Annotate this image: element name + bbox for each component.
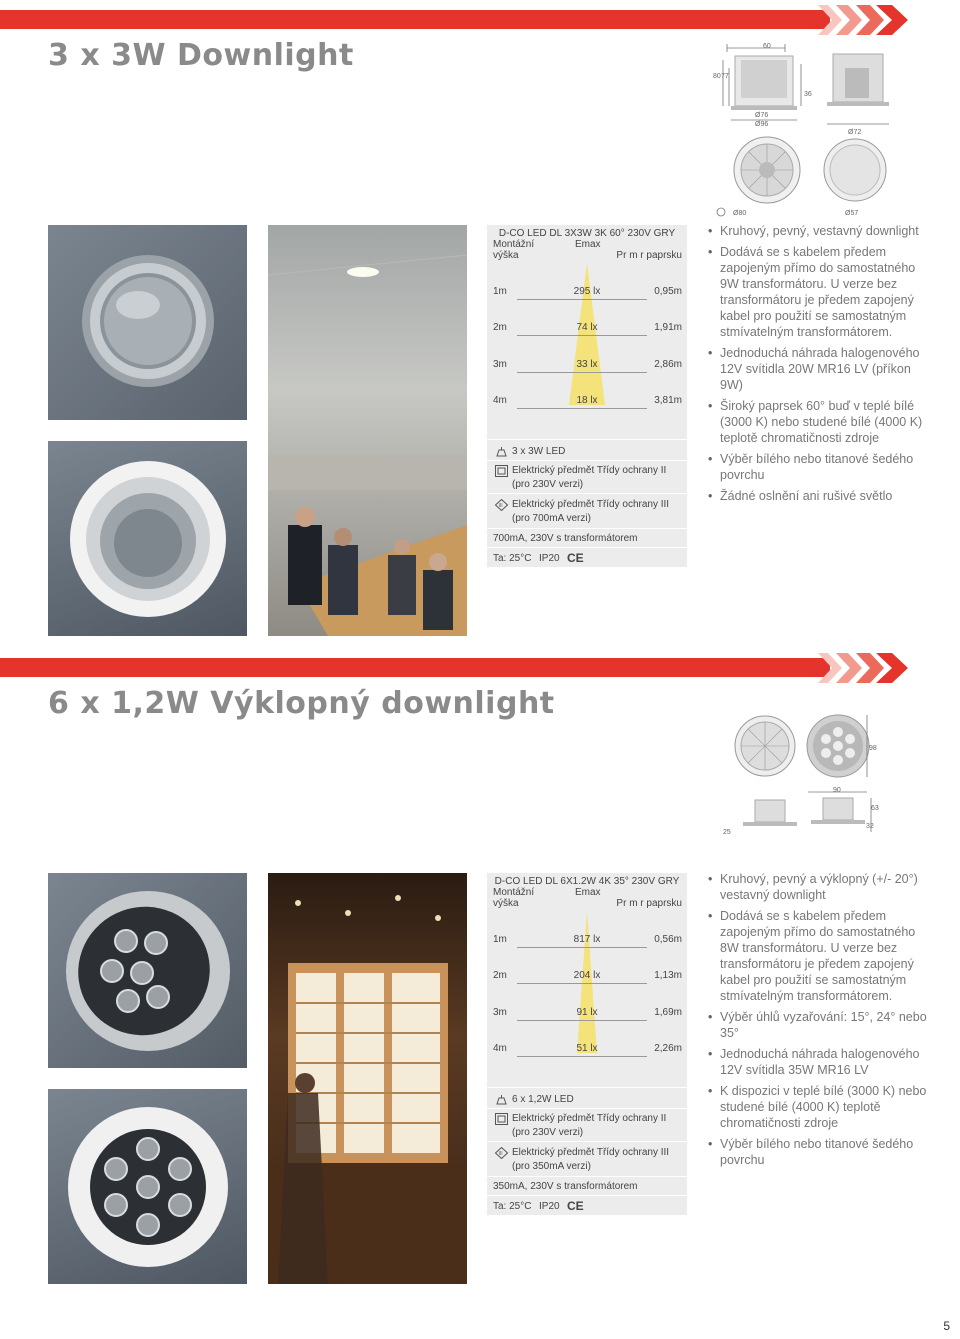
spec-row — [487, 970, 687, 984]
dim-90: 90 — [833, 787, 841, 794]
row-height: 1m — [493, 286, 507, 297]
row-lux: 51 lx — [576, 1043, 598, 1054]
dim-36: 36 — [804, 91, 812, 98]
spec-class2-line2: (pro 230V verzi) — [512, 479, 584, 490]
spec-supply: 700mA, 230V s transformátorem — [493, 533, 638, 544]
row-diameter: 2,86m — [654, 359, 682, 370]
spec-col-beam-diameter-label: Pr m r paprsku — [616, 898, 682, 909]
row-diameter: 1,13m — [654, 970, 682, 981]
spec-row — [487, 1007, 687, 1021]
spec-class2-line2: (pro 230V verzi) — [512, 1127, 584, 1138]
dim-d57: Ø57 — [845, 210, 859, 217]
section1-feature-list — [708, 223, 928, 509]
feature-item: • Dodává se s kabelem předem zapojeným přímo do samostatného 8W transformátoru. U verze bez transformátoru je předem zapojený kabel pro použití se samostatným stmívatelným transformátorem. — [708, 908, 928, 1004]
section1-header-bar — [0, 10, 830, 29]
row-height: 4m — [493, 1043, 507, 1054]
row-lux: 91 lx — [576, 1007, 598, 1018]
spec-class2-line1: Elektrický předmět Třídy ochrany II — [512, 1113, 667, 1124]
header-arrows-decoration — [818, 653, 910, 683]
row-height: 3m — [493, 359, 507, 370]
feature-item: • Jednoduchá náhrada halogenového 12V svítidla 20W MR16 LV (příkon 9W) — [708, 345, 928, 393]
spec-col-height-label-2: výška — [493, 898, 519, 909]
dim-d72: Ø72 — [848, 129, 862, 136]
spec-col-height-label: Montážní — [493, 239, 535, 250]
product-photo-fixed-downlight — [48, 1089, 247, 1284]
spec-col-beam-diameter-label: Pr m r paprsku — [616, 250, 682, 261]
spec-ip-rating: IP20 — [539, 553, 560, 564]
spec-col-height-label: Montážní — [493, 887, 535, 898]
dim-77: 77 — [721, 73, 729, 80]
header-arrows-decoration — [818, 5, 910, 35]
row-diameter: 1,91m — [654, 322, 682, 333]
spec-row — [487, 286, 687, 300]
row-lux: 74 lx — [576, 322, 598, 333]
section1-technical-drawing — [705, 38, 895, 220]
row-diameter: 0,95m — [654, 286, 682, 297]
row-height: 1m — [493, 934, 507, 945]
product-photo-white-downlight — [48, 441, 247, 636]
row-lux: 204 lx — [573, 970, 601, 981]
dim-d76: Ø76 — [755, 112, 769, 119]
spec-ip-rating: IP20 — [539, 1201, 560, 1212]
dim-63: 63 — [871, 805, 879, 812]
spec-ambient-temp: Ta: 25°C — [493, 1201, 532, 1212]
lamp-icon — [495, 446, 508, 458]
row-height: 4m — [493, 395, 507, 406]
feature-item: • Žádné oslnění ani rušivé světlo — [708, 488, 928, 504]
spec-class3-line1: Elektrický předmět Třídy ochrany III — [512, 499, 670, 510]
spec-supply: 350mA, 230V s transformátorem — [493, 1181, 638, 1192]
ce-mark: CE — [567, 1199, 584, 1213]
dim-32: 32 — [866, 823, 874, 830]
spec-led-config: 6 x 1,2W LED — [512, 1094, 574, 1105]
row-lux: 18 lx — [576, 395, 598, 406]
product-photo-chrome-downlight — [48, 225, 247, 420]
feature-item: • Výběr bílého nebo titanové šedého povrchu — [708, 1136, 928, 1168]
row-height: 2m — [493, 970, 507, 981]
section2-feature-list — [708, 871, 928, 1173]
dim-d80: Ø80 — [733, 210, 747, 217]
row-height: 2m — [493, 322, 507, 333]
spec-col-emax-label: Emax — [575, 887, 601, 898]
spec-row — [487, 359, 687, 373]
spec-row — [487, 395, 687, 409]
section2-title: 6 x 1,2W Výklopný downlight — [48, 686, 555, 721]
spec-row — [487, 934, 687, 948]
feature-item: • K dispozici v teplé bílé (3000 K) nebo studené bílé (4000 K) teplotě chromatičnosti zdroje — [708, 1083, 928, 1131]
row-lux: 817 lx — [573, 934, 601, 945]
row-diameter: 3,81m — [654, 395, 682, 406]
class-iii-icon — [495, 1147, 508, 1159]
ce-mark: CE — [567, 551, 584, 565]
feature-item: • Výběr bílého nebo titanové šedého povrchu — [708, 451, 928, 483]
spec-product-code: D-CO LED DL 6X1.2W 4K 35° 230V GRY — [494, 876, 680, 887]
application-photo-shop-display — [268, 873, 467, 1284]
class-ii-icon — [495, 465, 508, 477]
feature-item: • Dodává se s kabelem předem zapojeným přímo do samostatného 9W transformátoru. U verze bez transformátoru je předem zapojený kabel pro použití se samostatným stmívatelným transformátorem. — [708, 244, 928, 340]
dim-98: 98 — [869, 745, 877, 752]
svg-text:III: III — [498, 1151, 503, 1157]
spec-product-code: D-CO LED DL 3X3W 3K 60° 230V GRY — [498, 228, 676, 239]
section2-technical-drawing — [715, 712, 895, 842]
page-number: 5 — [943, 1319, 950, 1333]
feature-item: • Široký paprsek 60° buď v teplé bílé (3000 K) nebo studené bílé (4000 K) teplotě chromatičnosti zdroje — [708, 398, 928, 446]
spec-class3-line1: Elektrický předmět Třídy ochrany III — [512, 1147, 670, 1158]
svg-text:III: III — [498, 503, 503, 509]
lamp-icon — [495, 1094, 508, 1106]
row-diameter: 0,56m — [654, 934, 682, 945]
class-ii-icon — [495, 1113, 508, 1125]
feature-item: • Kruhový, pevný a výklopný (+/- 20°) vestavný downlight — [708, 871, 928, 903]
section2-header-bar — [0, 658, 830, 677]
spec-led-config: 3 x 3W LED — [512, 446, 566, 457]
dim-25: 25 — [723, 829, 731, 836]
spec-row — [487, 322, 687, 336]
product-photo-tilting-downlight — [48, 873, 247, 1068]
spec-ambient-temp: Ta: 25°C — [493, 553, 532, 564]
section1-title: 3 x 3W Downlight — [48, 38, 354, 73]
spec-class3-line2: (pro 350mA verzi) — [512, 1161, 591, 1172]
dim-d96: Ø96 — [755, 121, 769, 128]
row-height: 3m — [493, 1007, 507, 1018]
application-photo-meeting-room — [268, 225, 467, 636]
section2-spec-panel — [487, 873, 687, 1215]
spec-col-emax-label: Emax — [575, 239, 601, 250]
dim-60: 60 — [763, 43, 771, 50]
section1-spec-panel — [487, 225, 687, 567]
spec-col-height-label-2: výška — [493, 250, 519, 261]
class-iii-icon — [495, 499, 508, 511]
dim-80: 80 — [713, 73, 721, 80]
feature-item: • Výběr úhlů vyzařování: 15°, 24° nebo 35° — [708, 1009, 928, 1041]
row-diameter: 1,69m — [654, 1007, 682, 1018]
feature-item: • Jednoduchá náhrada halogenového 12V svítidla 35W MR16 LV — [708, 1046, 928, 1078]
spec-class2-line1: Elektrický předmět Třídy ochrany II — [512, 465, 667, 476]
row-diameter: 2,26m — [654, 1043, 682, 1054]
row-lux: 295 lx — [573, 286, 601, 297]
row-lux: 33 lx — [576, 359, 598, 370]
spec-class3-line2: (pro 700mA verzi) — [512, 513, 591, 524]
feature-item: • Kruhový, pevný, vestavný downlight — [708, 223, 928, 239]
spec-row — [487, 1043, 687, 1057]
